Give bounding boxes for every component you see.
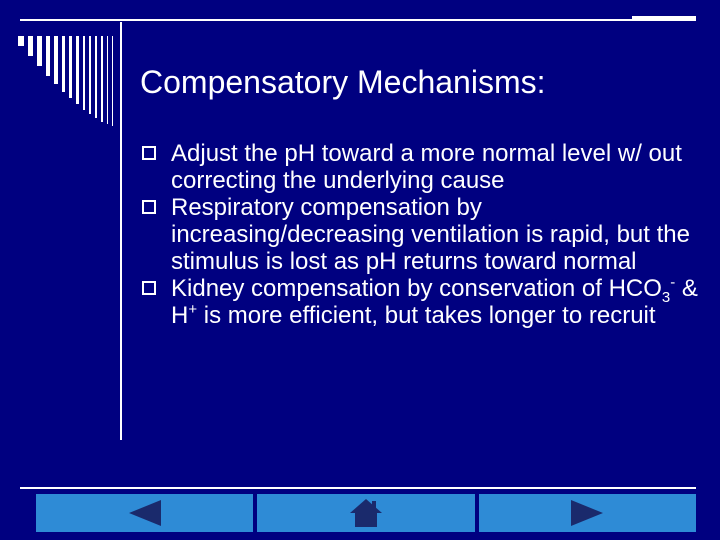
next-slide-button[interactable] (479, 494, 696, 532)
square-bullet-icon (142, 200, 156, 214)
previous-slide-button[interactable] (36, 494, 253, 532)
top-rule (20, 19, 696, 21)
square-bullet-icon (142, 281, 156, 295)
vertical-rule (120, 22, 122, 440)
bullet-item (140, 275, 700, 329)
bullet-item (140, 194, 700, 275)
home-icon (348, 497, 384, 529)
bullet-text: Adjust the pH toward a more normal level w/ out correcting the underlying cause (171, 140, 682, 194)
square-bullet-icon (142, 146, 156, 160)
decorative-bars (18, 36, 128, 128)
bottom-rule (20, 487, 696, 489)
bullet-text: Kidney compensation by conservation of $HCO_3^-$ & H+ is more efficient, but takes longer to recruit (171, 274, 698, 329)
bullet-list (140, 140, 700, 329)
home-button[interactable] (257, 494, 474, 532)
slide-title: Compensatory Mechanisms: (140, 64, 546, 100)
navigation-bar (36, 494, 696, 532)
bullet-item (140, 140, 700, 194)
arrow-left-icon (125, 498, 165, 528)
bullet-text: Respiratory compensation by increasing/decreasing ventilation is rapid, but the stimulus is lost as pH returns toward normal (171, 194, 690, 275)
arrow-right-icon (567, 498, 607, 528)
top-rule-accent (632, 16, 696, 20)
